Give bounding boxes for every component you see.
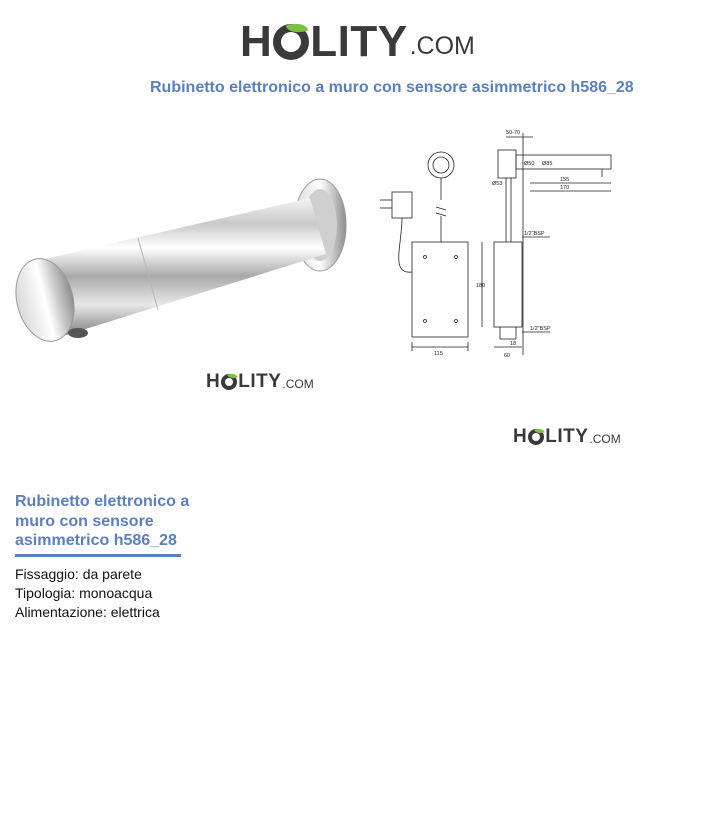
dim-label: 180 [476, 283, 486, 289]
spec-label: Alimentazione [15, 604, 103, 620]
dim-label: Ø85 [542, 161, 553, 167]
logo-text-h: H [206, 371, 221, 392]
logo-text-domain: .COM [589, 432, 621, 446]
logo-o-icon [528, 429, 544, 445]
logo-text-domain: .COM [282, 377, 314, 391]
spec-row-tipologia: Tipologia: monoacqua [15, 585, 153, 601]
title-underline [15, 554, 181, 557]
logo-text-lity: LITY [310, 17, 408, 66]
logo-text-lity: LITY [545, 426, 589, 447]
logo-text-h: H [240, 17, 273, 66]
leaf-icon [227, 372, 238, 381]
spec-list [15, 565, 160, 622]
dim-label: 50-70 [506, 130, 521, 136]
spec-value: da parete [82, 566, 142, 582]
logo-o-icon [221, 374, 237, 390]
technical-drawing [370, 125, 620, 365]
product-photo [10, 170, 355, 355]
watermark-logo [206, 372, 314, 391]
watermark-logo [513, 427, 621, 446]
spec-value: elettrica [110, 604, 160, 620]
dim-label: 60 [504, 353, 511, 359]
page-title: Rubinetto elettronico a muro con sensore asimmetrico h586_28 [150, 79, 634, 96]
logo-o-icon [273, 24, 309, 60]
dim-label: Ø50 [524, 161, 535, 167]
spec-label: Tipologia [15, 585, 72, 601]
logo-text-lity: LITY [238, 371, 282, 392]
dim-label: Ø53 [492, 181, 503, 187]
spec-label: Fissaggio [15, 566, 75, 582]
logo-text-h: H [513, 426, 528, 447]
dim-label: 1/2"BSP [530, 326, 551, 332]
site-logo[interactable] [240, 18, 475, 64]
dim-label: 155 [560, 177, 570, 183]
product-title: Rubinetto elettronico a muro con sensore asimmetrico h586_28 [15, 493, 190, 549]
dim-label: 115 [434, 351, 443, 357]
dim-label: 1/2"BSP [524, 231, 545, 237]
leaf-icon [534, 427, 545, 436]
spec-row-fissaggio: Fissaggio: da parete [15, 566, 142, 582]
dim-label: 18 [510, 341, 517, 347]
dim-label: 170 [560, 185, 570, 191]
spec-row-alimentazione: Alimentazione: elettrica [15, 604, 160, 620]
spec-value: monoacqua [79, 585, 153, 601]
logo-text-domain: .COM [409, 32, 475, 60]
leaf-icon [286, 19, 309, 37]
